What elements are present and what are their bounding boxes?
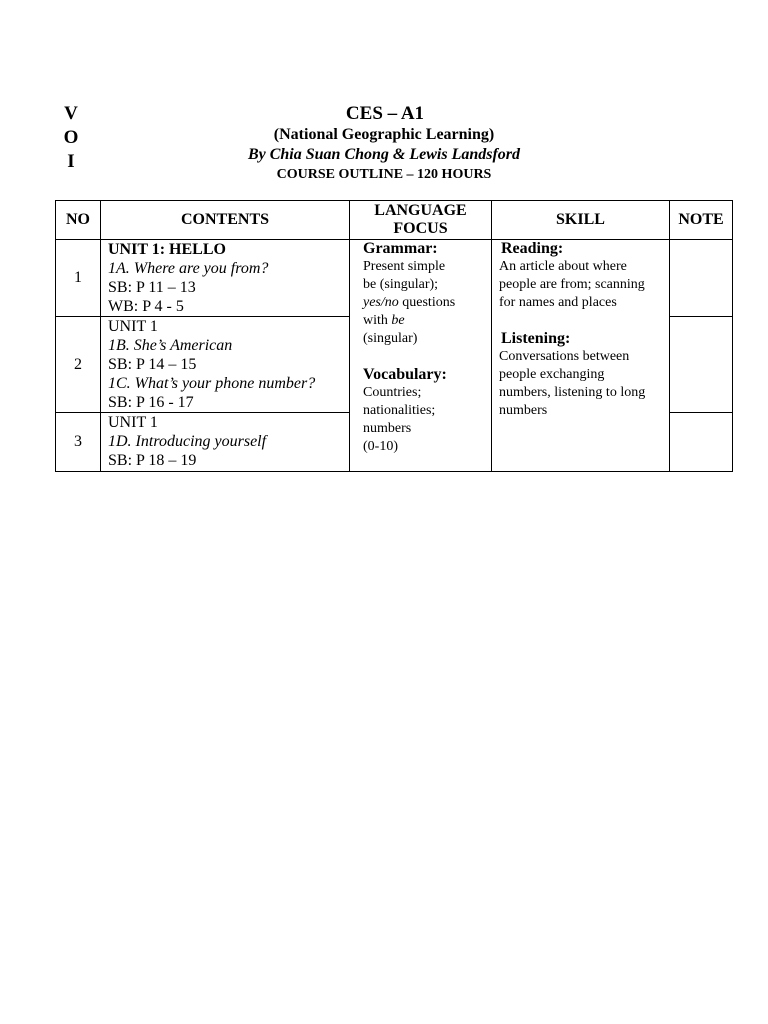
- lesson-title: 1A. Where are you from?: [108, 260, 269, 277]
- grammar-italic: be: [391, 313, 405, 328]
- listening-heading: Listening:: [501, 330, 571, 347]
- grammar-text: with: [363, 313, 392, 328]
- document-header: [0, 103, 768, 184]
- grammar-line: be (singular);: [363, 277, 439, 292]
- page-ref: SB: P 11 – 13: [108, 279, 196, 296]
- vocabulary-line: Countries;: [363, 385, 422, 400]
- note-cell: [670, 240, 733, 317]
- header-language-focus: LANGUAGE FOCUS: [350, 201, 492, 240]
- contents-cell: [101, 413, 350, 472]
- vocabulary-line: nationalities;: [363, 403, 436, 418]
- unit-title: UNIT 1: HELLO: [108, 241, 226, 258]
- outline-line: COURSE OUTLINE – 120 HOURS: [276, 167, 492, 182]
- table-header-row: [56, 201, 733, 240]
- contents-cell: [101, 317, 350, 413]
- vocabulary-line: numbers: [363, 421, 412, 436]
- contents-cell: [101, 240, 350, 317]
- logo-letter: V: [64, 103, 78, 124]
- page-ref: WB: P 4 - 5: [108, 298, 184, 315]
- row-number: 2: [56, 317, 101, 413]
- header-skill: SKILL: [492, 201, 670, 240]
- reading-line: for names and places: [499, 295, 617, 310]
- grammar-text: questions: [398, 295, 456, 310]
- reading-line: An article about where: [499, 259, 627, 274]
- grammar-line: Present simple: [363, 259, 446, 274]
- listening-line: numbers: [499, 403, 548, 418]
- header-note: NOTE: [670, 201, 733, 240]
- course-outline-table: [55, 200, 733, 472]
- page-ref: SB: P 14 – 15: [108, 356, 197, 373]
- listening-line: Conversations between: [499, 349, 630, 364]
- grammar-heading: Grammar:: [363, 240, 438, 257]
- grammar-line: [363, 312, 485, 330]
- header-no: NO: [56, 201, 101, 240]
- page-ref: SB: P 16 - 17: [108, 394, 194, 411]
- lesson-title: 1C. What’s your phone number?: [108, 375, 316, 392]
- vocabulary-line: (0-10): [363, 439, 398, 454]
- skill-cell: [492, 240, 670, 472]
- lesson-title: 1D. Introducing yourself: [108, 433, 267, 450]
- row-number: 1: [56, 240, 101, 317]
- note-cell: [670, 413, 733, 472]
- listening-line: numbers, listening to long: [499, 385, 646, 400]
- grammar-line: [363, 294, 485, 312]
- grammar-line: (singular): [363, 331, 418, 346]
- row-number: 3: [56, 413, 101, 472]
- lesson-title: 1B. She’s American: [108, 337, 233, 354]
- reading-heading: Reading:: [501, 240, 564, 257]
- page-ref: SB: P 18 – 19: [108, 452, 197, 469]
- authors-line: By Chia Suan Chong & Lewis Landsford: [247, 146, 521, 163]
- document-title: CES – A1: [345, 103, 425, 124]
- logo-letter: I: [67, 151, 75, 172]
- grammar-italic: yes/no: [363, 295, 399, 310]
- reading-line: people are from; scanning: [499, 277, 645, 292]
- vocabulary-heading: Vocabulary:: [363, 366, 447, 383]
- logo-letter: O: [63, 127, 79, 148]
- publisher-line: (National Geographic Learning): [273, 126, 495, 143]
- unit-title: UNIT 1: [108, 414, 158, 431]
- table-row: [56, 240, 733, 317]
- language-focus-cell: [350, 240, 492, 472]
- listening-line: people exchanging: [499, 367, 605, 382]
- note-cell: [670, 317, 733, 413]
- unit-title: UNIT 1: [108, 318, 158, 335]
- header-contents: CONTENTS: [101, 201, 350, 240]
